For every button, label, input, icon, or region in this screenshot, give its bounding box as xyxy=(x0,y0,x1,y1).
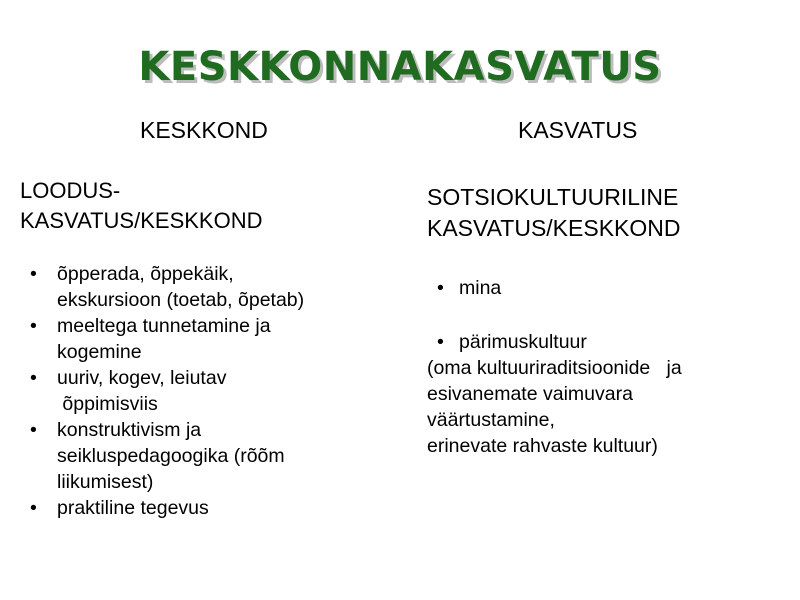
bullet-icon: • xyxy=(30,367,37,389)
right-description xyxy=(427,355,682,459)
list-item xyxy=(30,417,400,495)
bullet-icon: • xyxy=(437,277,444,299)
list-item-line: meeltega tunnetamine ja xyxy=(57,315,271,337)
list-item-text: mina xyxy=(459,277,502,299)
bullet-icon: • xyxy=(30,497,37,519)
right-subheader-line: SOTSIOKULTUURILINE xyxy=(427,184,679,210)
right-bullet-parimuskultuur xyxy=(437,329,587,355)
list-item-line: konstruktivism ja xyxy=(57,419,202,441)
description-line: esivanemate vaimuvara xyxy=(427,383,633,405)
left-subheader xyxy=(20,176,262,236)
list-item xyxy=(30,261,400,313)
bullet-icon: • xyxy=(437,331,444,353)
right-column-header: KASVATUS xyxy=(518,117,638,143)
right-subheader-line: KASVATUS/KESKKOND xyxy=(427,215,681,241)
list-item-line: liikumisest) xyxy=(57,471,154,493)
left-bullet-list xyxy=(30,261,400,521)
list-item-line: kogemine xyxy=(57,341,142,363)
description-line: erinevate rahvaste kultuur) xyxy=(427,435,658,457)
bullet-icon: • xyxy=(30,419,37,441)
description-line: (oma kultuuriraditsioonide ja xyxy=(427,357,682,379)
left-subheader-line: LOODUS- xyxy=(20,178,121,203)
list-item xyxy=(30,365,400,417)
list-item xyxy=(30,495,400,521)
right-bullet-mina xyxy=(437,275,501,301)
left-subheader-line: KASVATUS/KESKKOND xyxy=(20,208,263,233)
description-line: väärtustamine, xyxy=(427,409,555,431)
list-item-text: pärimuskultuur xyxy=(459,331,587,353)
list-item-line: ekskursioon (toetab, õpetab) xyxy=(57,289,305,311)
list-item-line: õpperada, õppekäik, xyxy=(57,263,234,285)
right-subheader xyxy=(427,182,681,244)
bullet-icon: • xyxy=(30,315,37,337)
list-item-line: uuriv, kogev, leiutav xyxy=(57,367,227,389)
list-item-line: seikluspedagoogika (rõõm xyxy=(57,445,285,467)
list-item xyxy=(30,313,400,365)
bullet-icon: • xyxy=(30,263,37,285)
list-item-line: õppimisviis xyxy=(57,393,158,415)
left-column-header: KESKKOND xyxy=(140,117,268,143)
list-item-line: praktiline tegevus xyxy=(57,497,209,519)
slide-title: KESKKONNAKASVATUS xyxy=(138,44,662,90)
